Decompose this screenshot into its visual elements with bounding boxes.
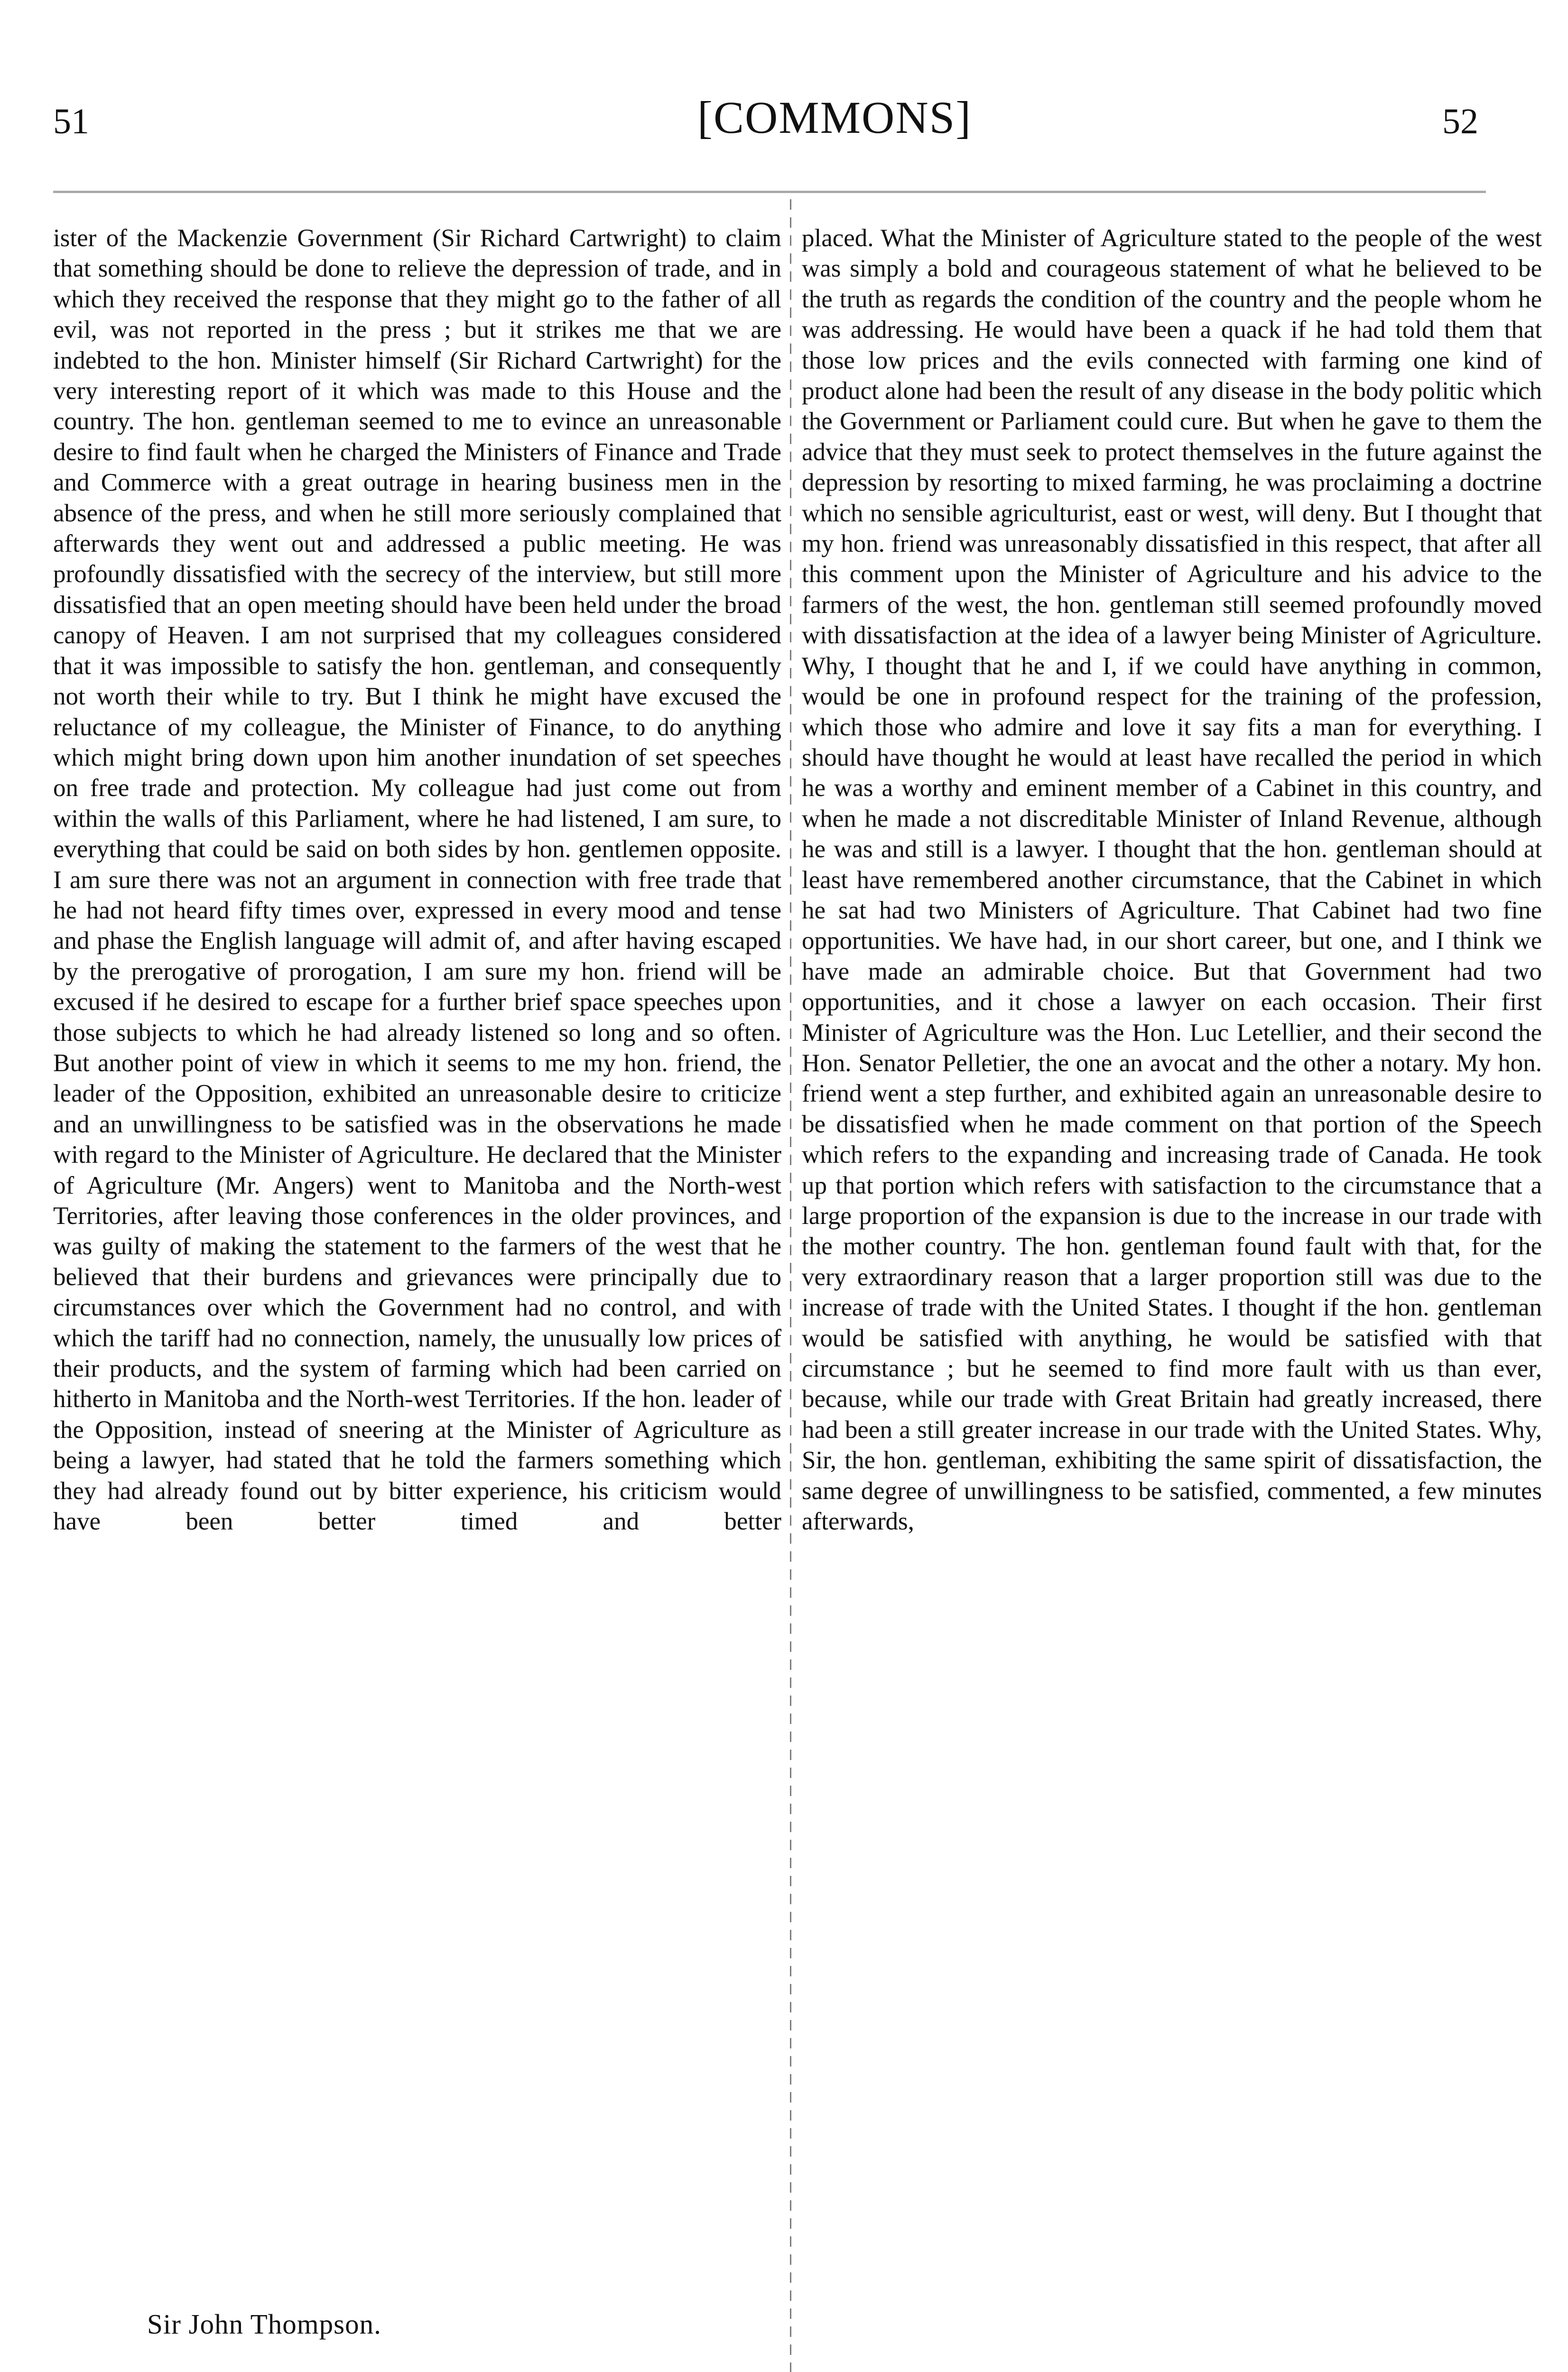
page-header [0,92,1568,152]
column-divider [790,199,791,2372]
section-title: [COMMONS] [697,92,972,143]
header-divider [53,191,1486,193]
right-page-number: 52 [1442,102,1478,141]
left-page-number: 51 [53,102,89,141]
right-column-text: placed. What the Minister of Agriculture stated to the people of the west was simply a bold and courageous statement of what he believed to be the truth as regards the condition of the country and the people whom he was addressing. He would have been a quack if he had told them that those low prices and the evils connected with farming one kind of product alone had been the result of any disease in the body politic which the Government or Parliament could cure. But when he gave to them the advice that they must seek to protect themselves in the future against the depression by resorting to mixed farming, he was proclaiming a doctrine which no sensible agriculturist, east or west, will deny. But I thought that my hon. friend was unreasonably dissatisfied in this respect, that after all this comment upon the Minister of Agriculture and his advice to the farmers of the west, the hon. gentleman still seemed profoundly moved with dissatisfaction at the idea of a lawyer being Minister of Agriculture. Why, I thought that he and I, if we could have anything in common, would be one in profound respect for the training of the profession, which those who admire and love it say fits a man for everything. I should have thought he would at least have recalled the period in which he was a worthy and eminent member of a Cabinet in this country, and when he made a not discreditable Minister of Inland Revenue, although he was and still is a lawyer. I thought that the hon. gentleman should at least have remembered another circumstance, that the Cabinet in which he sat had two Ministers of Agriculture. That Cabinet had two fine opportunities. We have had, in our short career, but one, and I think we have made an admirable choice. But that Government had two opportunities, and it chose a lawyer on each occasion. Their first Minister of Agriculture was the Hon. Luc Letellier, and their second the Hon. Senator Pelletier, the one an avocat and the other a notary. My hon. friend went a step further, and exhibited again an unreasonable desire to be dissatisfied when he made comment on that portion of the Speech which refers to the expanding and increasing trade of Canada. He took up that portion which refers with satisfaction to the circumstance that a large proportion of the expansion is due to the increase in our trade with the mother country. The hon. gentleman found fault with that, for the very extraordinary reason that a larger proportion still was due to the increase of trade with the United States. I thought if the hon. gentleman would be satisfied with anything, he would be satisfied with that circumstance ; but he seemed to find more fault with us than ever, because, while our trade with Great Britain had greatly increased, there had been a still greater increase in our trade with the United States. Why, Sir, the hon. gentleman, exhibiting the same spirit of dissatisfaction, the same degree of unwillingness to be satisfied, commented, a few minutes afterwards, [802,224,1542,1536]
left-column-text: ister of the Mackenzie Government (Sir Richard Cartwright) to claim that something should be done to relieve the depression of trade, and in which they received the response that they might go to the father of all evil, was not reported in the press ; but it strikes me that we are indebted to the hon. Minister himself (Sir Richard Cartwright) for the very interesting report of it which was made to this House and the country. The hon. gentleman seemed to me to evince an unreasonable desire to find fault when he charged the Ministers of Finance and Trade and Commerce with a great outrage in hearing business men in the absence of the press, and when he still more seriously complained that afterwards they went out and addressed a public meeting. He was profoundly dissatisfied with the secrecy of the interview, but still more dissatisfied that an open meeting should have been held under the broad canopy of Heaven. I am not surprised that my colleagues considered that it was impossible to satisfy the hon. gentleman, and consequently not worth their while to try. But I think he might have excused the reluctance of my colleague, the Minister of Finance, to do anything which might bring down upon him another inundation of set speeches on free trade and protection. My colleague had just come out from within the walls of this Parliament, where he had listened, I am sure, to everything that could be said on both sides by hon. gentlemen opposite. I am sure there was not an argument in connection with free trade that he had not heard fifty times over, expressed in every mood and tense and phase the English language will admit of, and after having escaped by the prerogative of prorogation, I am sure my hon. friend will be excused if he desired to escape for a further brief space speeches upon those subjects to which he had already listened so long and so often. But another point of view in which it seems to me my hon. friend, the leader of the Opposition, exhibited an unreasonable desire to criticize and an unwillingness to be satisfied was in the observations he made with regard to the Minister of Agriculture. He declared that the Minister of Agriculture (Mr. Angers) went to Manitoba and the North-west Territories, after leaving those conferences in the older provinces, and was guilty of making the statement to the farmers of the west that he believed that their burdens and grievances were principally due to circumstances over which the Government had no control, and with which the tariff had no connection, namely, the unusually low prices of their products, and the system of farming which had been carried on hitherto in Manitoba and the North-west Territories. If the hon. leader of the Opposition, instead of sneering at the Minister of Agriculture as being a lawyer, had stated that he told the farmers something which they had already found out by bitter experience, his criticism would have been better timed and better [53,224,781,1536]
speaker-name: Sir John Thompson. [147,2308,381,2340]
